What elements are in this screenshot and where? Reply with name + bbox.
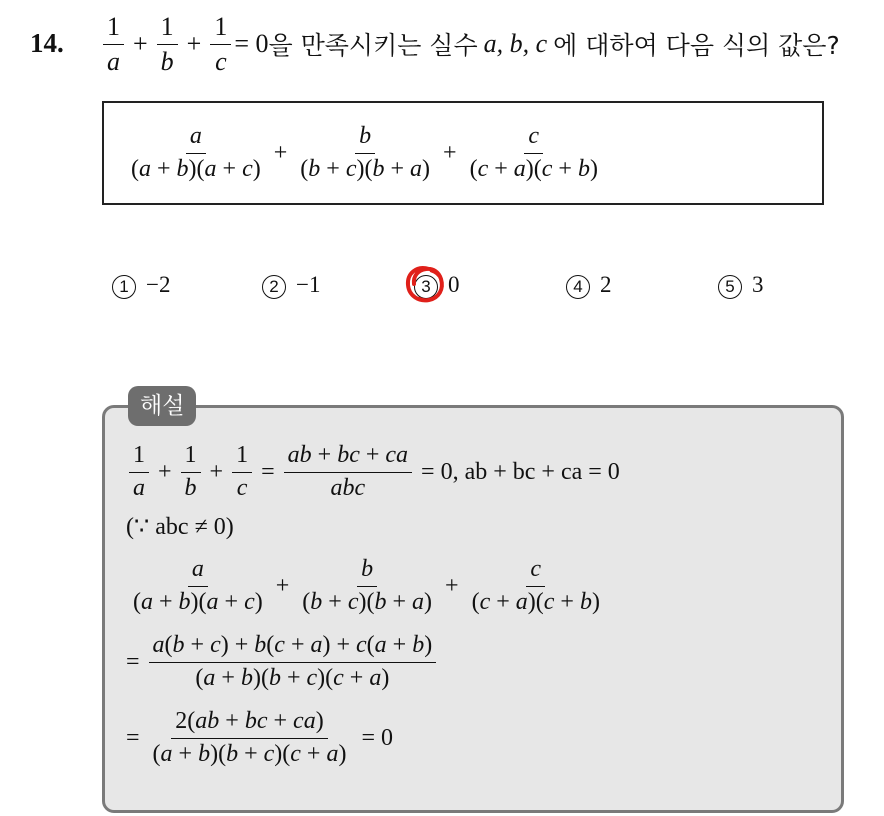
solution-line-4: = $\frac{a(b + c) + b(c + a) + c(a + b)}{(a + b)(b + c)(c + a)}$ xyxy=(126,632,439,692)
question-number: 14. xyxy=(30,28,64,58)
solution-line-1: $\frac{1}{a}$ + $\frac{1}{b}$ + $\frac{1}{c}$ = $\frac{ab + bc + ca}{\text{abc}}$ = 0, ab + bc + ca = 0 xyxy=(126,442,620,502)
choice-number-3: 3 xyxy=(414,275,438,299)
choice-number-2: 2 xyxy=(262,275,286,299)
solution-sum-fraction: $\frac{ab + bc + ca}{\text{abc}}$ xyxy=(284,442,412,502)
question-text: $\frac{1}{a}$ + $\frac{1}{b}$ + $\frac{1}{c}$ = 0 을 만족시키는 실수 a, b, c 에 대하여 다음 식의 값은? xyxy=(100,12,840,77)
expression-box: $\frac{a}{(a + b)(a + c)}$ + $\frac{b}{(b + c)(b + a)}$ + $\frac{c}{(c + a)(c + b)}$ xyxy=(102,101,824,205)
choice-number-5: 5 xyxy=(718,275,742,299)
question-condition-text: 을 만족시키는 실수 xyxy=(268,31,478,61)
choice-value-4: 2 xyxy=(600,272,612,297)
choice-2[interactable] xyxy=(262,272,320,299)
fraction-1-over-b: $\frac{1}{b}$ xyxy=(157,12,178,77)
fraction-1-over-c: $\frac{1}{c}$ xyxy=(210,12,231,77)
answer-circle-mark xyxy=(402,262,448,306)
choice-1[interactable] xyxy=(112,272,170,299)
fraction-1-over-a: $\frac{1}{a}$ xyxy=(103,12,124,77)
solution-line-5: = $\frac{2(ab + bc + ca)}{(a + b)(b + c)(c + a)}$ = 0 xyxy=(126,708,394,767)
solution-line-1-result: = 0, ab + bc + ca = 0 xyxy=(421,458,620,485)
solution-line-3: $\frac{a}{(a + b)(a + c)}$ + $\frac{b}{(b + c)(b + a)}$ + $\frac{c}{(c + a)(c + b)}$ xyxy=(133,556,600,615)
solution-line-2: (∵ abc ≠ 0) xyxy=(126,514,234,540)
choice-value-3: 0 xyxy=(448,272,460,297)
choice-number-4: 4 xyxy=(566,275,590,299)
question-ask-text: 에 대하여 다음 식의 값은? xyxy=(553,31,840,61)
choice-4[interactable] xyxy=(566,272,612,299)
expr-term-c: $\frac{c}{(c + a)(c + b)}$ xyxy=(469,122,598,182)
choice-5[interactable] xyxy=(718,272,764,299)
solution-badge: 해설 xyxy=(128,386,196,426)
expr-term-b: $\frac{b}{(b + c)(b + a)}$ xyxy=(300,122,431,182)
choice-value-1: −2 xyxy=(146,272,171,297)
choice-number-1: 1 xyxy=(112,275,136,299)
solution-final-result: = 0 xyxy=(361,724,394,751)
choice-value-2: −1 xyxy=(296,272,321,297)
condition-equals: = 0 xyxy=(234,29,269,59)
question-variables: a, b, c xyxy=(483,29,548,59)
expr-term-a: $\frac{a}{(a + b)(a + c)}$ xyxy=(131,122,261,182)
choice-value-5: 3 xyxy=(752,272,764,297)
